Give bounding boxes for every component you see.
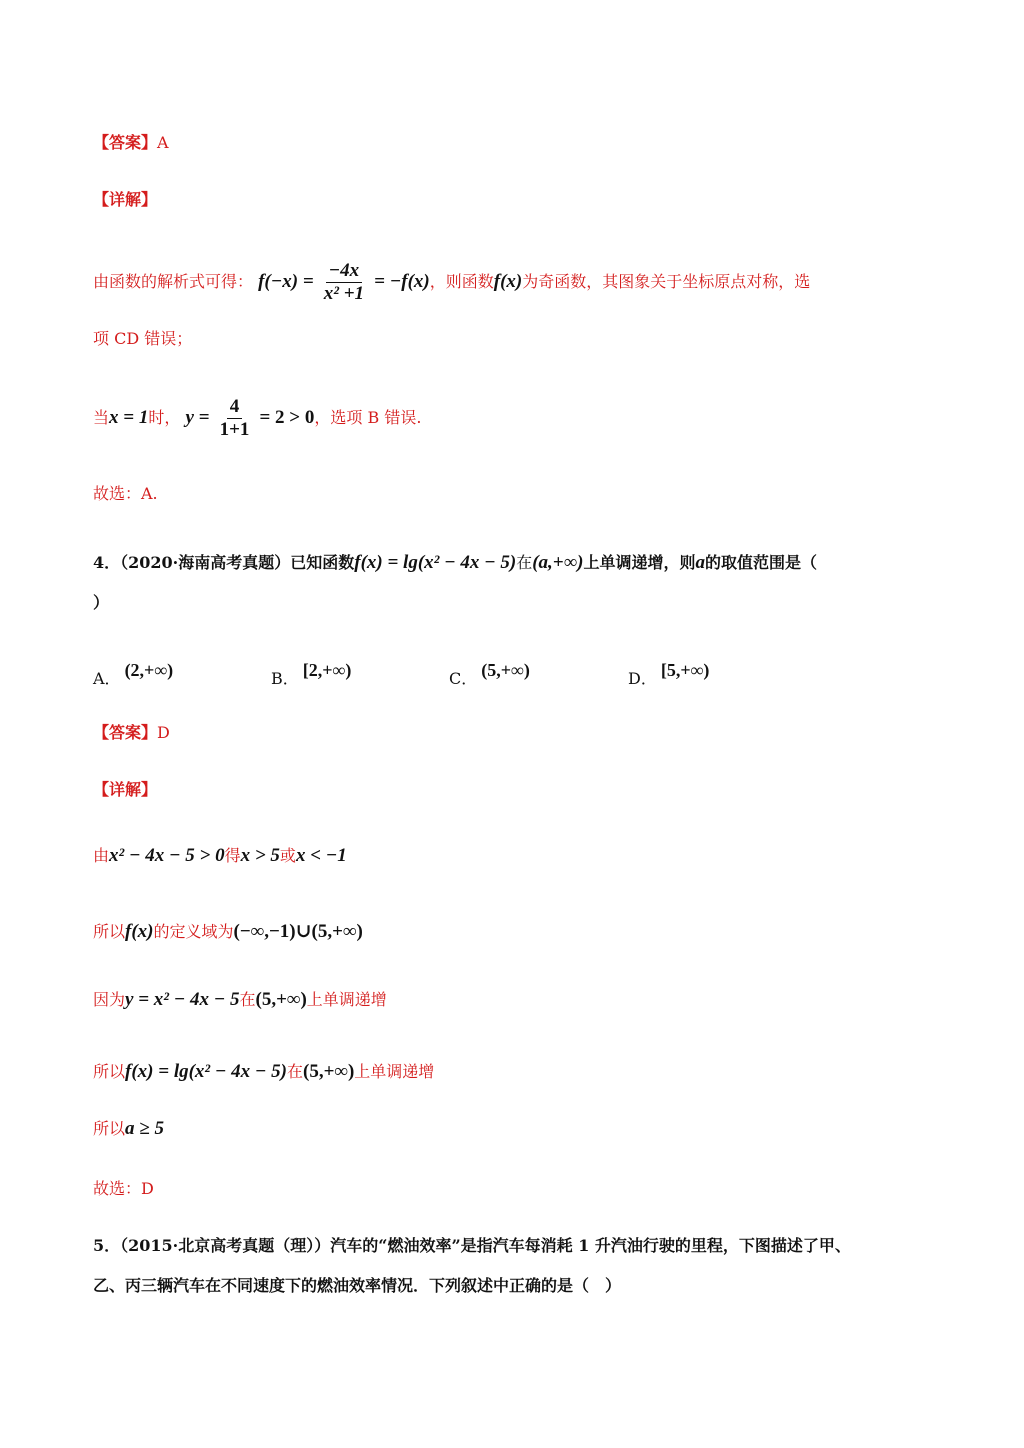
text: 为奇函数，其图象关于坐标原点对称，选	[522, 272, 811, 291]
q4-step5	[93, 1117, 164, 1141]
text: 的取值范围是（	[705, 553, 818, 572]
formula: x < −1	[295, 845, 347, 866]
formula: f(x) = lg(x² − 4x − 5)	[125, 1061, 287, 1082]
formula-x: x = 1	[109, 407, 149, 428]
q3-conclusion: 故选：A.	[93, 484, 158, 503]
interval: (a,+∞)	[532, 552, 584, 573]
text: 的定义域为	[153, 922, 234, 941]
text: 当	[93, 408, 110, 427]
text: 上单调递增	[306, 990, 387, 1009]
answer-label: 【答案】	[93, 723, 158, 742]
text: 上单调递增，则	[583, 553, 696, 572]
text: 在	[516, 553, 533, 572]
formula: y = x² − 4x − 5	[125, 989, 240, 1010]
q4-step1	[93, 844, 347, 868]
formula: f(x)	[125, 921, 154, 942]
text: 得	[224, 846, 241, 865]
q4-conclusion: 故选：D	[93, 1179, 154, 1198]
numerator: −4x	[326, 260, 363, 283]
numerator: 4	[227, 396, 243, 419]
q3-line3	[93, 396, 421, 441]
option-label: B．	[271, 669, 299, 688]
q4-step2	[93, 920, 363, 944]
option-value: [5,+∞)	[660, 660, 710, 680]
text: ，选项 B 错误.	[314, 408, 422, 427]
q3-answer	[93, 131, 169, 155]
q3-detail-label: 【详解】	[93, 190, 158, 209]
answer-value: D	[157, 723, 170, 742]
option-value: (5,+∞)	[481, 660, 530, 680]
text: 所以	[93, 1062, 126, 1081]
text: 上单调递增	[354, 1062, 435, 1081]
q4-stem	[93, 551, 817, 575]
q5-line2: 乙、丙三辆汽车在不同速度下的燃油效率情况．下列叙述中正确的是（ ）	[93, 1276, 622, 1295]
answer-value: A	[157, 133, 169, 152]
formula-y: y =	[185, 407, 210, 428]
formula: (5,+∞)	[255, 989, 307, 1010]
fraction	[321, 260, 367, 305]
text: ，则函数	[429, 272, 494, 291]
q3-line1	[93, 260, 810, 305]
option-value: [2,+∞)	[302, 660, 352, 680]
fraction	[217, 396, 253, 441]
q4-stem-close: ）	[93, 593, 110, 612]
text: 4．（2020·海南高考真题）已知函数	[93, 553, 355, 572]
text: 所以	[93, 1119, 126, 1138]
text: 由函数的解析式可得：	[93, 272, 254, 291]
formula: x² − 4x − 5 > 0	[109, 845, 225, 866]
formula-rhs: = 2 > 0	[259, 407, 315, 428]
text: 在	[286, 1062, 303, 1081]
q4-answer	[93, 721, 170, 745]
text: 所以	[93, 922, 126, 941]
text: 在	[239, 990, 256, 1009]
q4-step4	[93, 1060, 434, 1084]
q3-line2: 项 CD 错误；	[93, 329, 193, 348]
q4-detail-label: 【详解】	[93, 780, 158, 799]
formula: a ≥ 5	[125, 1118, 164, 1139]
formula: x > 5	[240, 845, 280, 866]
text: 时，	[148, 408, 181, 427]
formula: (−∞,−1)∪(5,+∞)	[233, 921, 363, 942]
option-label: A．	[93, 669, 121, 688]
variable-a: a	[695, 552, 706, 573]
option-a	[93, 658, 173, 691]
text: 因为	[93, 990, 126, 1009]
text: 或	[279, 846, 296, 865]
option-label: C．	[449, 669, 478, 688]
denominator: 1+1	[219, 419, 250, 440]
formula-lhs: f(−x) =	[258, 271, 314, 292]
option-c	[449, 658, 530, 691]
option-label: D．	[628, 669, 657, 688]
formula-fx: f(x)	[493, 271, 523, 292]
text: 由	[93, 846, 110, 865]
q4-step3	[93, 988, 387, 1012]
q5-line1: 5．（2015·北京高考真题（理））汽车的“燃油效率”是指汽车每消耗 1 升汽油行驶的里程，下图描述了甲、	[93, 1236, 851, 1255]
formula: f(x) = lg(x² − 4x − 5)	[354, 552, 517, 573]
option-value: (2,+∞)	[124, 660, 174, 680]
formula-rhs: = −f(x)	[374, 271, 430, 292]
option-b	[271, 658, 351, 691]
answer-label: 【答案】	[93, 133, 158, 152]
option-d	[628, 658, 709, 691]
formula: (5,+∞)	[303, 1061, 355, 1082]
denominator: x² +1	[323, 283, 365, 304]
